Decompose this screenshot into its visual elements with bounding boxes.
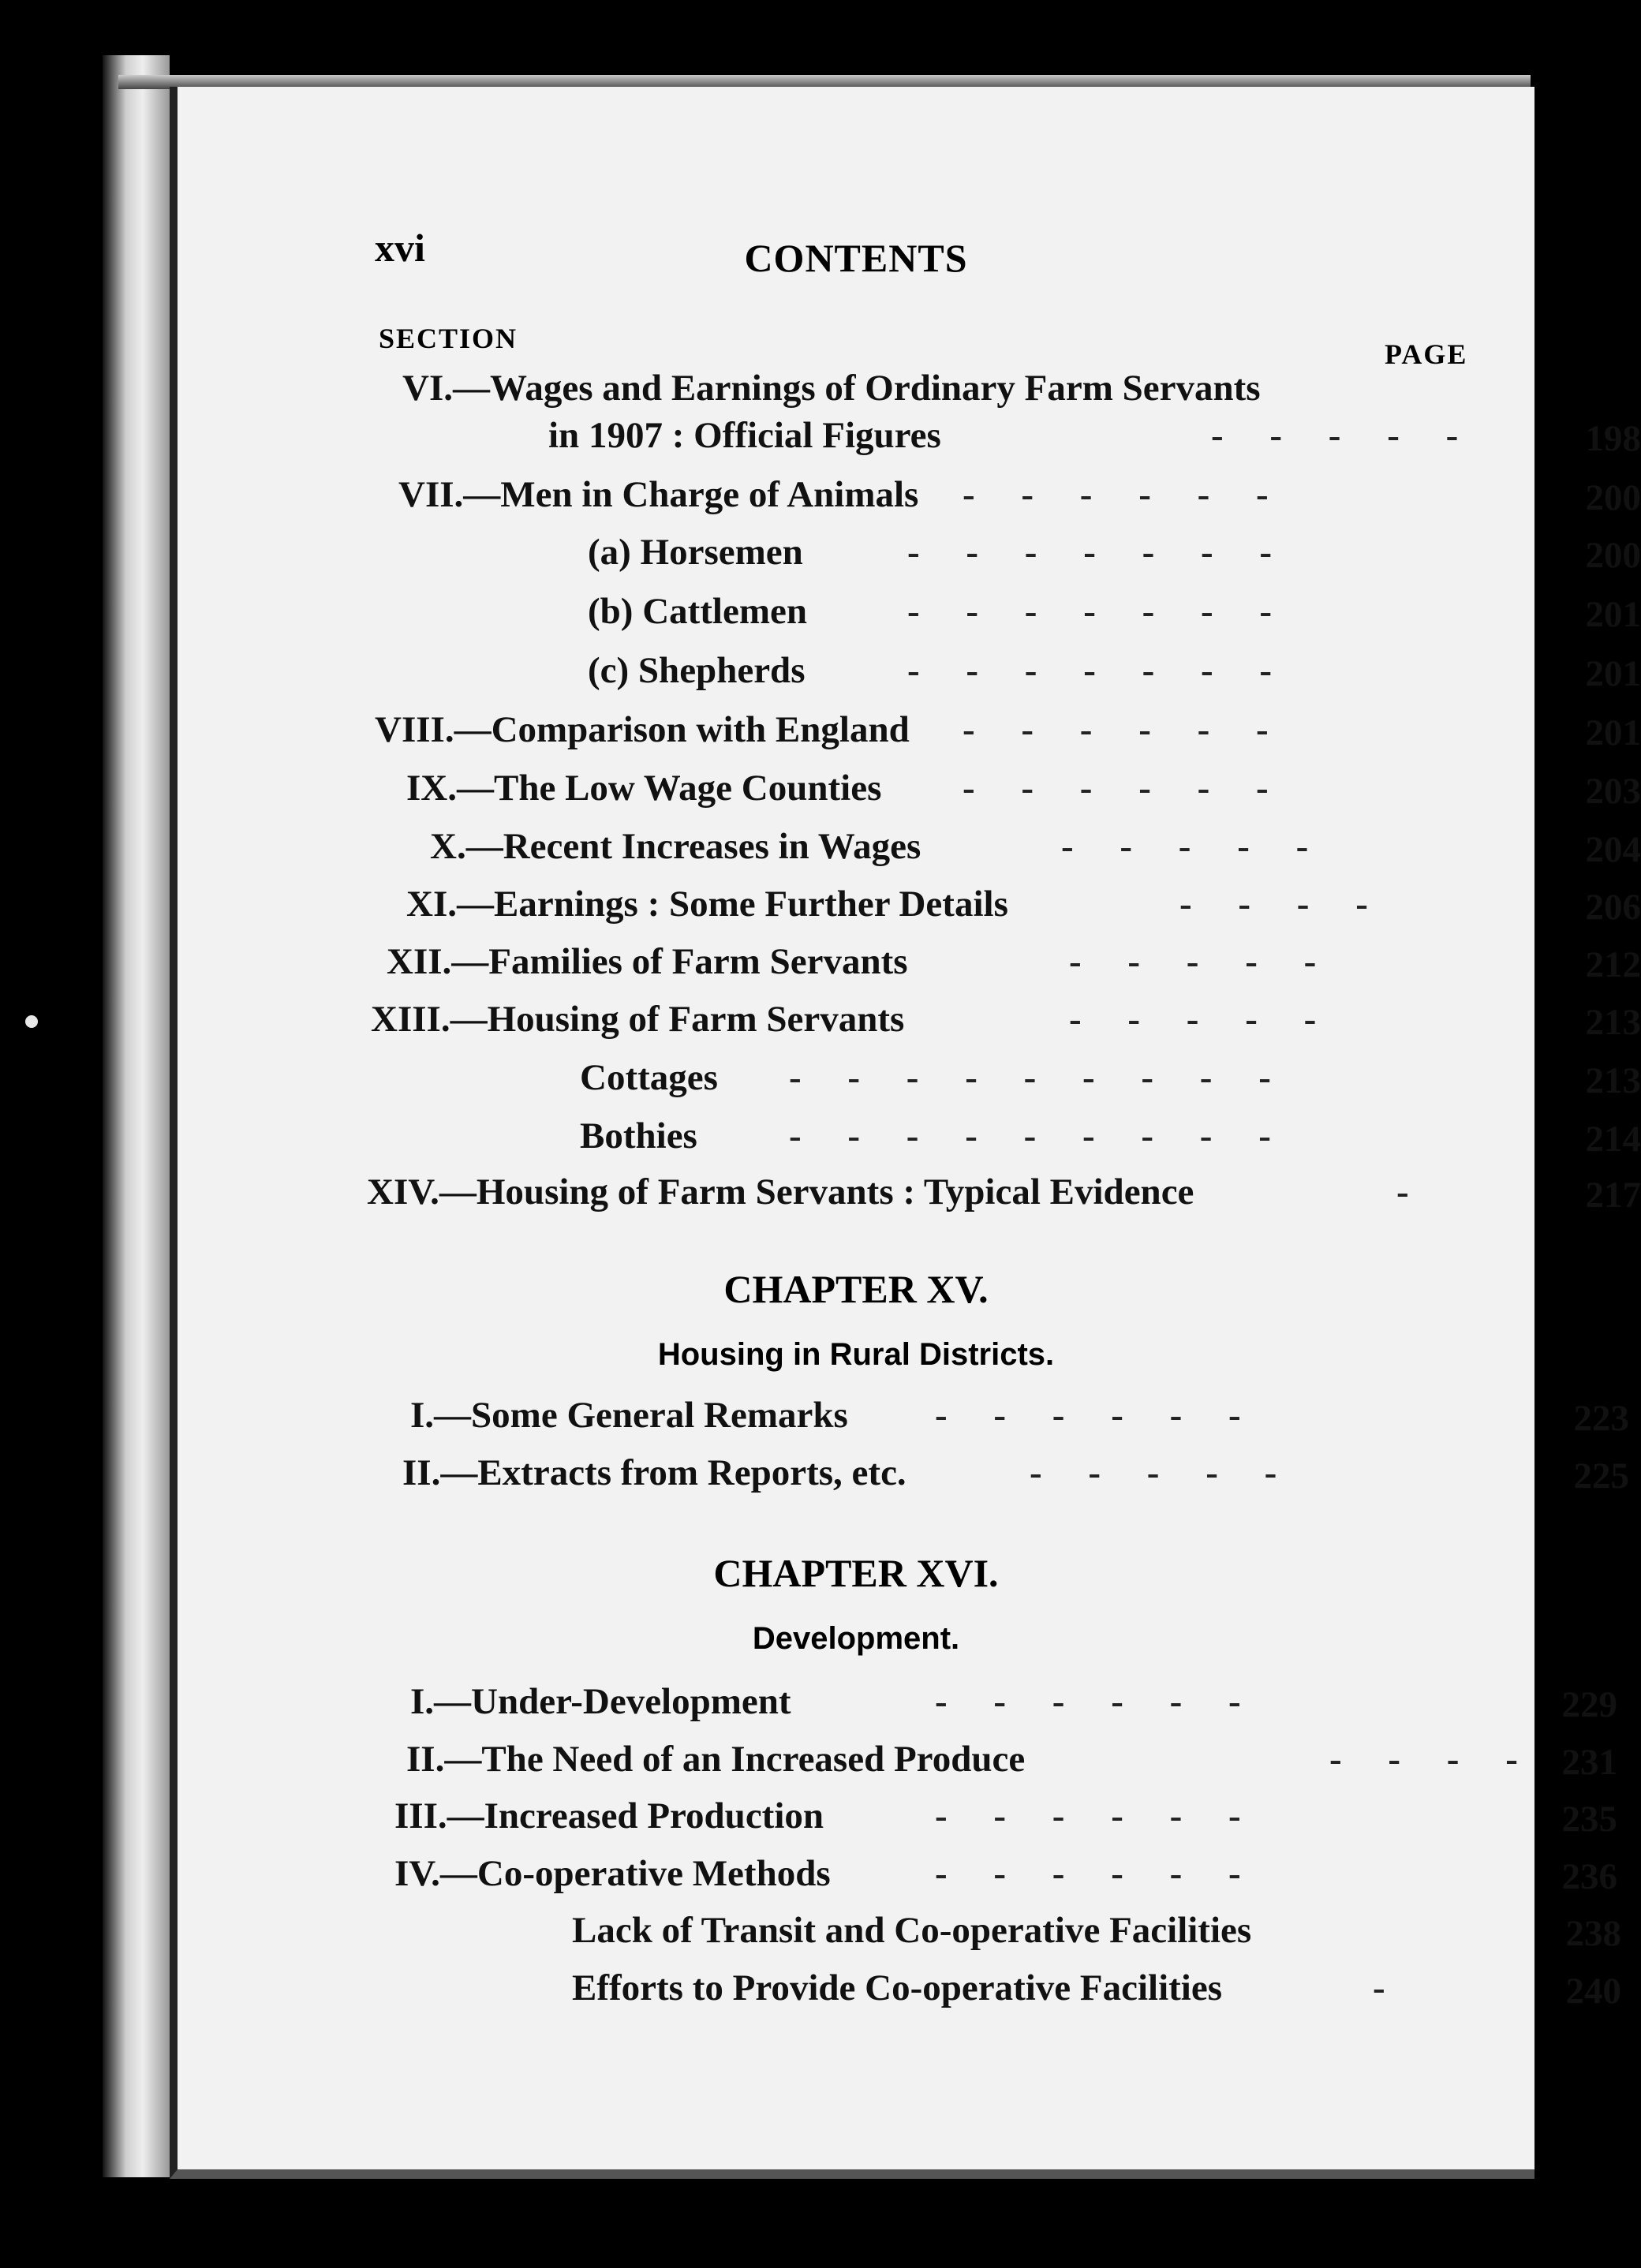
toc-entry[interactable]: IX.—The Low Wage Counties - - - - - - 203: [406, 768, 1641, 812]
toc-page-number: 225: [1573, 1455, 1629, 1496]
toc-entry-title: X.—Recent Increases in Wages: [430, 826, 921, 867]
toc-page-number: 200: [1585, 477, 1641, 518]
toc-entry[interactable]: II.—Extracts from Reports, etc. - - - - - 225: [402, 1452, 1629, 1496]
page-column-label: PAGE: [1385, 338, 1468, 370]
toc-page-number: 213: [1585, 1002, 1641, 1043]
toc-subentry[interactable]: Bothies - - - - - - - - - 214: [580, 1115, 1641, 1160]
toc-entry[interactable]: VII.—Men in Charge of Animals - - - - - - 200: [398, 474, 1641, 518]
toc-entry-title: I.—Under-Development: [410, 1681, 791, 1722]
toc-page-number: 217: [1585, 1175, 1641, 1216]
toc-entry-title: II.—The Need of an Increased Produce: [406, 1739, 1026, 1780]
toc-entry-title: II.—Extracts from Reports, etc.: [402, 1452, 906, 1493]
toc-entry-title: XIII.—Housing of Farm Servants: [371, 999, 905, 1040]
toc-entry[interactable]: [402, 367, 1507, 417]
toc-page-number: 201: [1585, 712, 1641, 753]
toc-subentry[interactable]: (c) Shepherds - - - - - - - 201: [588, 650, 1641, 694]
toc-page-number: 206: [1585, 887, 1641, 928]
toc-page-number: 203: [1585, 771, 1641, 812]
contents-page: [170, 87, 1641, 2179]
chapter-heading: CHAPTER XVI.: [713, 1551, 999, 1595]
chapter-subtitle: Housing in Rural Districts.: [657, 1337, 1055, 1372]
book-spine: [103, 55, 170, 2177]
toc-entry[interactable]: III.—Increased Production - - - - - - 235: [394, 1795, 1617, 1840]
toc-entry[interactable]: II.—The Need of an Increased Produce - - - - 231: [406, 1739, 1617, 1783]
toc-page-number: 204: [1585, 829, 1641, 870]
toc-page-number: 212: [1585, 944, 1641, 985]
toc-entry[interactable]: IV.—Co-operative Methods - - - - - - 236: [394, 1853, 1617, 1897]
toc-entry[interactable]: XI.—Earnings : Some Further Details - - - - 206: [406, 884, 1641, 928]
toc-entry[interactable]: VIII.—Comparison with England - - - - - - 201: [375, 709, 1641, 753]
toc-entry-title: XI.—Earnings : Some Further Details: [406, 884, 1008, 925]
toc-page-number: 201: [1585, 653, 1641, 694]
toc-entry-continuation[interactable]: in 1907 : Official Figures - - - - - 198: [548, 415, 1641, 459]
toc-entry-title: I.—Some General Remarks: [410, 1395, 848, 1436]
toc-entry-title: IX.—The Low Wage Counties: [406, 768, 882, 809]
toc-entry-title: Cottages: [580, 1057, 718, 1098]
toc-page-number: 238: [1565, 1913, 1621, 1954]
toc-subentry[interactable]: (b) Cattlemen - - - - - - - 201: [588, 591, 1641, 635]
toc-entry[interactable]: XII.—Families of Farm Servants - - - - - 212: [387, 941, 1641, 985]
toc-page-number: 229: [1561, 1684, 1617, 1725]
toc-page-number: 235: [1561, 1799, 1617, 1840]
toc-page-number: 223: [1573, 1398, 1629, 1439]
toc-entry[interactable]: XIII.—Housing of Farm Servants - - - - - 213: [371, 999, 1641, 1043]
toc-entry-title: XII.—Families of Farm Servants: [387, 941, 908, 982]
toc-entry-title: IV.—Co-operative Methods: [394, 1853, 831, 1894]
toc-entry-title: in 1907 : Official Figures: [548, 415, 941, 456]
chapter-heading: CHAPTER XV.: [723, 1267, 989, 1311]
scan-speck: [25, 1015, 38, 1028]
toc-entry-title: Bothies: [580, 1115, 697, 1156]
toc-page-number: 236: [1561, 1856, 1617, 1897]
toc-subentry[interactable]: [572, 1909, 1621, 1960]
toc-subentry[interactable]: Cottages - - - - - - - - - 213: [580, 1057, 1641, 1101]
toc-page-number: 200: [1585, 535, 1641, 576]
toc-entry[interactable]: XIV.—Housing of Farm Servants : Typical Evidence - 217: [367, 1171, 1641, 1216]
page-number: xvi: [375, 226, 425, 270]
toc-entry-title: VIII.—Comparison with England: [375, 709, 910, 750]
toc-entry-title: VII.—Men in Charge of Animals: [398, 474, 919, 515]
toc-entry[interactable]: X.—Recent Increases in Wages - - - - - 204: [430, 826, 1641, 870]
toc-entry[interactable]: I.—Under-Development - - - - - - 229: [410, 1681, 1617, 1725]
toc-page-number: 231: [1561, 1742, 1617, 1783]
toc-entry[interactable]: I.—Some General Remarks - - - - - - 223: [410, 1395, 1629, 1439]
toc-entry-title: (c) Shepherds: [588, 650, 806, 691]
page-title: CONTENTS: [744, 236, 968, 280]
section-column-label: SECTION: [379, 323, 518, 354]
toc-subentry[interactable]: Efforts to Provide Co-operative Facilities - 240: [572, 1967, 1621, 2012]
toc-entry-title: Efforts to Provide Co-operative Facilities: [572, 1967, 1223, 2008]
toc-entry-title: VI.—Wages and Earnings of Ordinary Farm Servants: [402, 368, 1261, 409]
toc-page-number: 214: [1585, 1119, 1641, 1160]
toc-entry-title: Lack of Transit and Co-operative Facilities: [572, 1910, 1252, 1951]
toc-page-number: 213: [1585, 1060, 1641, 1101]
chapter-subtitle: Development.: [752, 1621, 960, 1656]
toc-page-number: 240: [1565, 1971, 1621, 2012]
toc-entry-title: III.—Increased Production: [394, 1795, 824, 1836]
toc-page-number: 198: [1585, 418, 1641, 459]
toc-entry-title: (b) Cattlemen: [588, 591, 808, 632]
toc-entry-title: (a) Horsemen: [588, 532, 803, 573]
toc-page-number: 201: [1585, 594, 1641, 635]
toc-entry-title: XIV.—Housing of Farm Servants : Typical Evidence: [367, 1171, 1194, 1212]
toc-subentry[interactable]: (a) Horsemen - - - - - - - 200: [588, 532, 1641, 576]
